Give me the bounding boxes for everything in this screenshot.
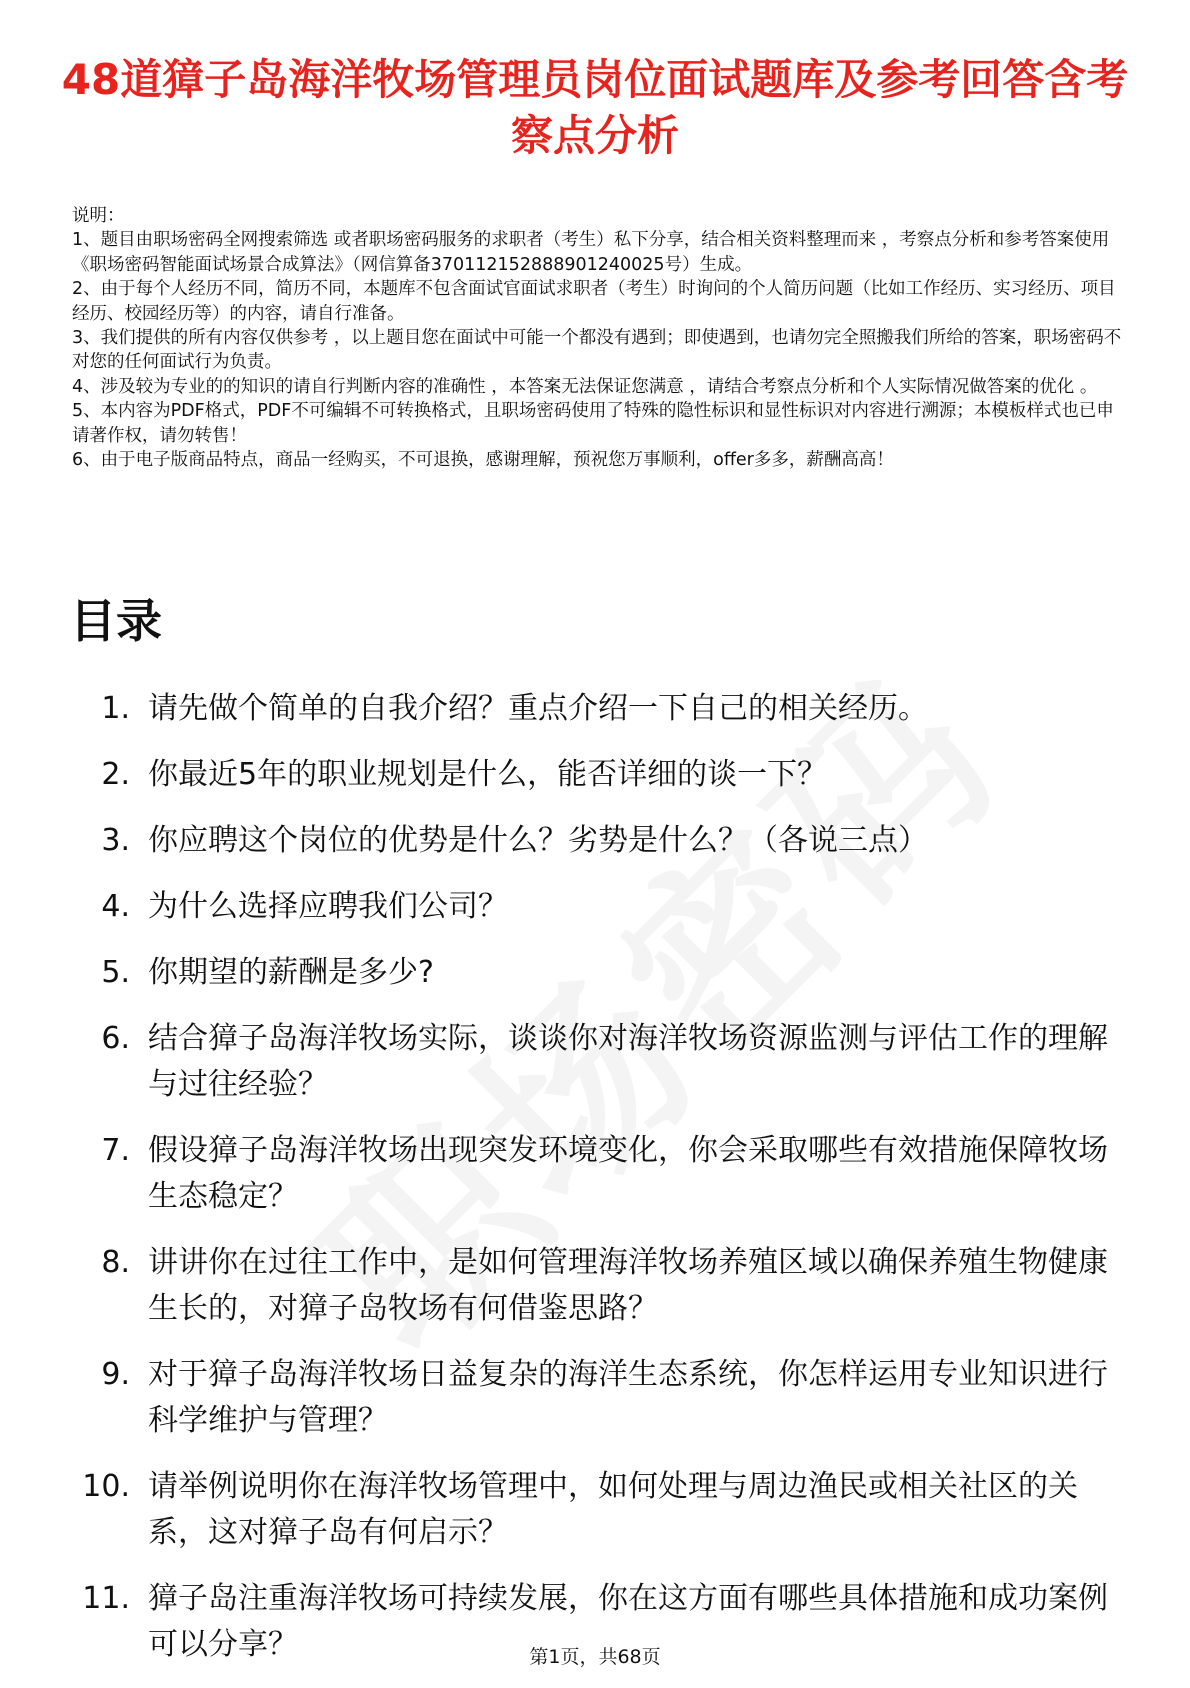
note-item: 4、涉及较为专业的的知识的请自行判断内容的准确性 ，本答案无法保证您满意 ，请结合考察点分析和个人实际情况做答案的优化 。	[72, 376, 1098, 397]
toc-item-text: 獐子岛注重海洋牧场可持续发展，你在这方面有哪些具体措施和成功案例可以分享？	[148, 1581, 1108, 1662]
toc-item[interactable]	[70, 818, 1140, 864]
toc-item-text: 你最近5年的职业规划是什么，能否详细的谈一下？	[148, 757, 828, 792]
toc-item-number: 3.	[101, 823, 130, 858]
notes-heading: 说明：	[72, 206, 125, 226]
toc-item[interactable]	[70, 950, 1140, 996]
toc-item[interactable]	[70, 1016, 1140, 1108]
toc-item-number: 5.	[101, 955, 130, 990]
toc-item-text: 讲讲你在过往工作中，是如何管理海洋牧场养殖区域以确保养殖生物健康生长的，对獐子岛牧场有何借鉴思路？	[148, 1245, 1108, 1326]
note-item: 6、由于电子版商品特点，商品一经购买，不可退换，感谢理解，预祝您万事顺利，offer多多，薪酬高高！	[72, 450, 894, 471]
toc-item[interactable]	[70, 884, 1140, 930]
toc-item-number: 7.	[101, 1133, 130, 1168]
toc-item[interactable]	[70, 1128, 1140, 1220]
toc-item[interactable]	[70, 1352, 1140, 1444]
toc-item-text: 假设獐子岛海洋牧场出现突发环境变化，你会采取哪些有效措施保障牧场生态稳定？	[148, 1133, 1108, 1214]
note-item: 3、我们提供的所有内容仅供参考 ，以上题目您在面试中可能一个都没有遇到；即使遇到，也请勿完全照搬我们所给的答案，职场密码不对您的任何面试行为负责。	[72, 328, 1122, 373]
toc-item-number: 11.	[82, 1581, 130, 1616]
page-title: 48道獐子岛海洋牧场管理员岗位面试题库及参考回答含考察点分析	[61, 55, 1129, 160]
toc-heading: 目录	[70, 594, 162, 648]
note-item: 5、本内容为PDF格式，PDF不可编辑不可转换格式，且职场密码使用了特殊的隐性标识和显性标识对内容进行溯源；本模板样式也已申请著作权，请勿转售！	[72, 401, 1114, 446]
toc-item-number: 4.	[101, 889, 130, 924]
notes-section	[72, 204, 1122, 472]
toc-item-text: 对于獐子岛海洋牧场日益复杂的海洋生态系统，你怎样运用专业知识进行科学维护与管理？	[148, 1357, 1108, 1438]
toc-item-number: 10.	[82, 1469, 130, 1504]
toc-item[interactable]	[70, 686, 1140, 732]
toc-item[interactable]	[70, 752, 1140, 798]
toc-item-text: 请先做个简单的自我介绍？重点介绍一下自己的相关经历。	[148, 691, 928, 726]
toc-item-text: 请举例说明你在海洋牧场管理中，如何处理与周边渔民或相关社区的关系，这对獐子岛有何启示？	[148, 1469, 1078, 1550]
note-item: 1、题目由职场密码全网搜索筛选 或者职场密码服务的求职者（考生）私下分享，结合相关资料整理而来 ，考察点分析和参考答案使用《职场密码智能面试场景合成算法》（网信算备370112152888901240025号）生成。	[72, 230, 1110, 275]
toc-item[interactable]	[70, 1240, 1140, 1332]
toc-item-number: 6.	[101, 1021, 130, 1056]
toc-list	[70, 686, 1140, 1688]
toc-item-text: 你应聘这个岗位的优势是什么？劣势是什么？（各说三点）	[148, 823, 928, 858]
toc-item-text: 结合獐子岛海洋牧场实际，谈谈你对海洋牧场资源监测与评估工作的理解与过往经验？	[148, 1021, 1108, 1102]
toc-item-text: 你期望的薪酬是多少?	[148, 955, 434, 990]
toc-item-number: 1.	[101, 691, 130, 726]
toc-item[interactable]	[70, 1464, 1140, 1556]
toc-item-number: 2.	[101, 757, 130, 792]
note-item: 2、由于每个人经历不同，简历不同，本题库不包含面试官面试求职者（考生）时询问的个人简历问题（比如工作经历、实习经历、项目经历、校园经历等）的内容，请自行准备。	[72, 279, 1116, 324]
toc-item-number: 9.	[101, 1357, 130, 1392]
page-footer: 第1页，共68页	[529, 1646, 661, 1668]
toc-item-text: 为什么选择应聘我们公司？	[148, 889, 508, 924]
toc-item-number: 8.	[101, 1245, 130, 1280]
